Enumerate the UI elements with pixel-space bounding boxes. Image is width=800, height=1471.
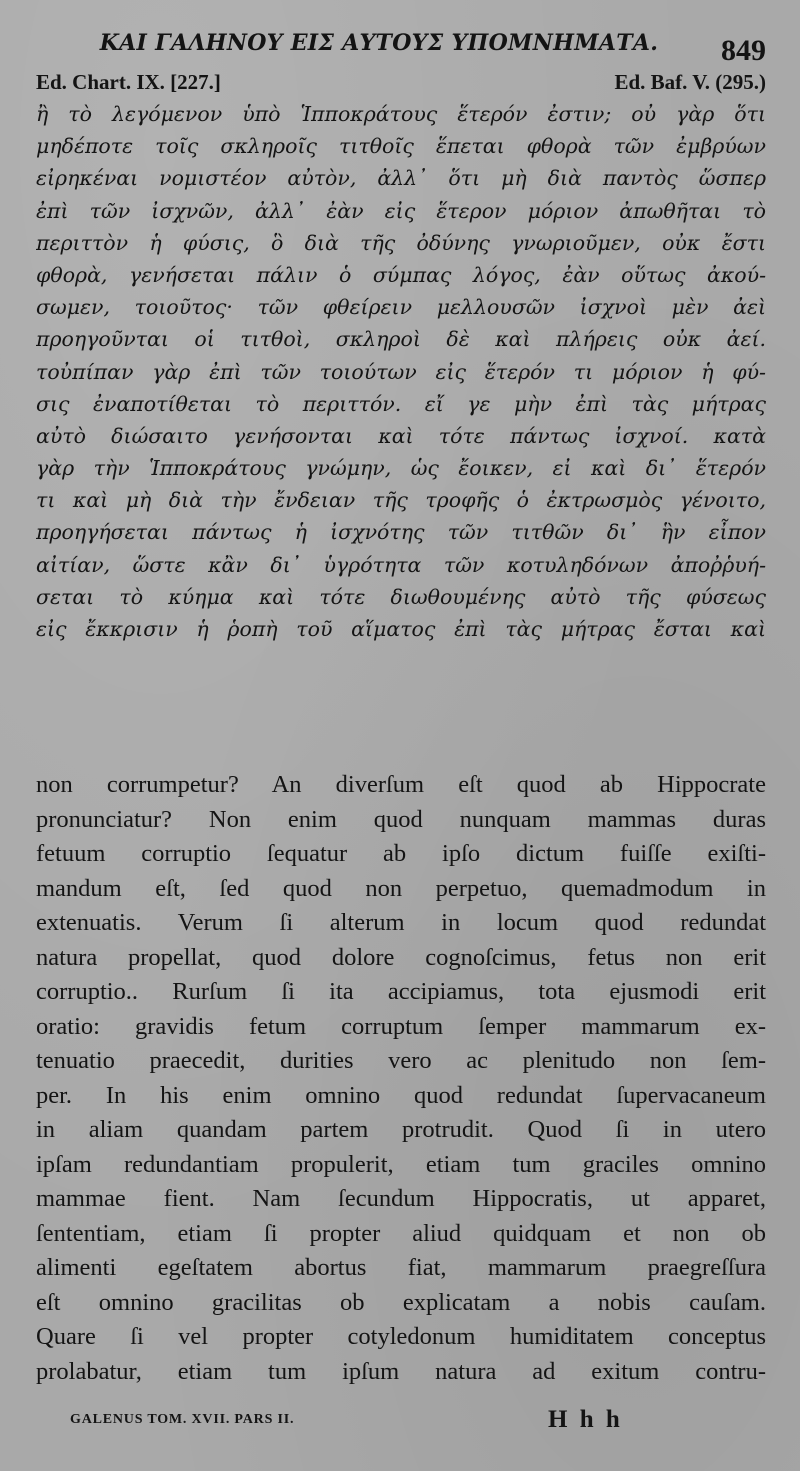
latin-text-line: corruptio.. Rurſum ſi ita accipiamus, tota ejusmodi erit	[36, 978, 766, 1005]
greek-text-line: γὰρ τὴν Ἱπποκράτους γνώμην, ὡς ἔοικεν, εἰ καὶ δι᾽ ἕτερόν	[36, 456, 766, 481]
footer-signature: GALENUS TOM. XVII. PARS II.	[70, 1412, 295, 1427]
running-title: ΚΑΙ ΓΑΛΗΝΟΥ ΕΙΣ ΑΥΤΟΥΣ ΥΠΟΜΝΗΜΑΤΑ.	[99, 30, 659, 56]
latin-text-line: eſt omnino gracilitas ob explicatam a nobis cauſam.	[36, 1288, 766, 1316]
greek-text-line: εἰς ἔκκρισιν ἡ ῥοπὴ τοῦ αἵματος ἐπὶ τὰς μήτρας ἔσται καὶ	[36, 617, 766, 641]
greek-text-line: εἰρηκέναι νομιστέον αὐτὸν, ἀλλ᾽ ὅτι μὴ διὰ παντὸς ὥσπερ	[36, 166, 766, 191]
greek-text-line: σωμεν, τοιοῦτος· τῶν φθείρειν μελλουσῶν ἰσχνοὶ μὲν ἀεὶ	[36, 295, 766, 320]
latin-text-line: oratio: gravidis fetum corruptum ſemper mammarum ex-	[36, 1012, 766, 1040]
greek-text-line: σεται τὸ κύημα καὶ τότε διωθουμένης αὐτὸ τῆς φύσεως	[36, 584, 766, 609]
latin-text-line: mandum eſt, ſed quod non perpetuo, quemadmodum in	[36, 874, 766, 902]
latin-text-line: mammae fient. Nam ſecundum Hippocratis, ut apparet,	[36, 1185, 766, 1212]
latin-text-line: non corrumpetur? An diverſum eſt quod ab Hippocrate	[36, 771, 766, 798]
greek-text-line: προηγήσεται πάντως ἡ ἰσχνότης τῶν τιτθῶν δι᾽ ἣν εἶπον	[36, 520, 766, 545]
latin-text-line: prolabatur, etiam tum ipſum natura ad exitum contru-	[36, 1357, 766, 1385]
greek-text-line: αὐτὸ διώσαιτο γενήσονται καὶ τότε πάντως ἰσχνοί. κατὰ	[36, 423, 766, 448]
latin-text-line: tenuatio praecedit, durities vero ac plenitudo non ſem-	[36, 1047, 766, 1074]
greek-text-line: ἐπὶ τῶν ἰσχνῶν, ἀλλ᾽ ἐὰν εἰς ἕτερον μόριον ἀπωθῆται τὸ	[36, 198, 766, 223]
latin-text-line: in aliam quandam partem protrudit. Quod ſi in utero	[36, 1116, 766, 1143]
greek-text-line: προηγοῦνται οἱ τιτθοὶ, σκληροὶ δὲ καὶ πλήρεις οὐκ ἀεί.	[36, 327, 766, 352]
greek-text-line: μηδέποτε τοῖς σκληροῖς τιτθοῖς ἕπεται φθορὰ τῶν ἐμβρύων	[36, 134, 766, 159]
latin-text-line: pronunciatur? Non enim quod nunquam mammas duras	[36, 805, 766, 833]
edition-chart-reference: Ed. Chart. IX. [227.]	[36, 70, 221, 94]
greek-text-line: ἢ τὸ λεγόμενον ὑπὸ Ἱπποκράτους ἕτερόν ἐστιν; οὐ γὰρ ὅτι	[36, 102, 766, 126]
edition-references	[36, 70, 766, 100]
greek-text-line: φθορὰ, γενήσεται πάλιν ὁ σύμπας λόγος, ἐὰν οὕτως ἀκού-	[36, 262, 766, 287]
latin-text-line: extenuatis. Verum ſi alterum in locum quod redundat	[36, 909, 766, 936]
latin-text-block	[36, 768, 766, 1389]
latin-text-line: alimenti egeſtatem abortus fiat, mammarum praegreſſura	[36, 1254, 766, 1281]
page-number: 849	[721, 34, 766, 67]
greek-text-line: τι καὶ μὴ διὰ τὴν ἔνδειαν τῆς τροφῆς ὁ ἐκτρωσμὸς γένοιτο,	[36, 488, 766, 513]
greek-text-line: σις ἐναποτίθεται τὸ περιττόν. εἴ γε μὴν ἐπὶ τὰς μήτρας	[36, 391, 766, 416]
greek-text-line: περιττὸν ἡ φύσις, ὃ διὰ τῆς ὀδύνης γνωριοῦμεν, οὐκ ἔστι	[36, 230, 766, 255]
latin-text-line: fetuum corruptio ſequatur ab ipſo dictum fuiſſe exiſti-	[36, 840, 766, 867]
latin-text-line: ipſam redundantiam propulerit, etiam tum graciles omnino	[36, 1150, 766, 1178]
greek-text-line: αἰτίαν, ὥστε κἂν δι᾽ ὑγρότητα τῶν κοτυληδόνων ἀποῤῥυή-	[36, 552, 766, 577]
gathering-mark: H h h	[548, 1406, 623, 1433]
page-footer	[70, 1406, 730, 1440]
latin-text-line: per. In his enim omnino quod redundat ſupervacaneum	[36, 1081, 766, 1109]
edition-basel-reference: Ed. Baf. V. (295.)	[614, 70, 766, 94]
latin-text-line: ſententiam, etiam ſi propter aliud quidquam et non ob	[36, 1219, 766, 1247]
latin-text-line: natura propellat, quod dolore cognoſcimus, fetus non erit	[36, 943, 766, 971]
latin-text-line: Quare ſi vel propter cotyledonum humiditatem conceptus	[36, 1323, 766, 1350]
greek-text-block	[36, 98, 766, 645]
greek-text-line: τοὐπίπαν γὰρ ἐπὶ τῶν τοιούτων εἰς ἕτερόν τι μόριον ἡ φύ-	[36, 359, 766, 384]
